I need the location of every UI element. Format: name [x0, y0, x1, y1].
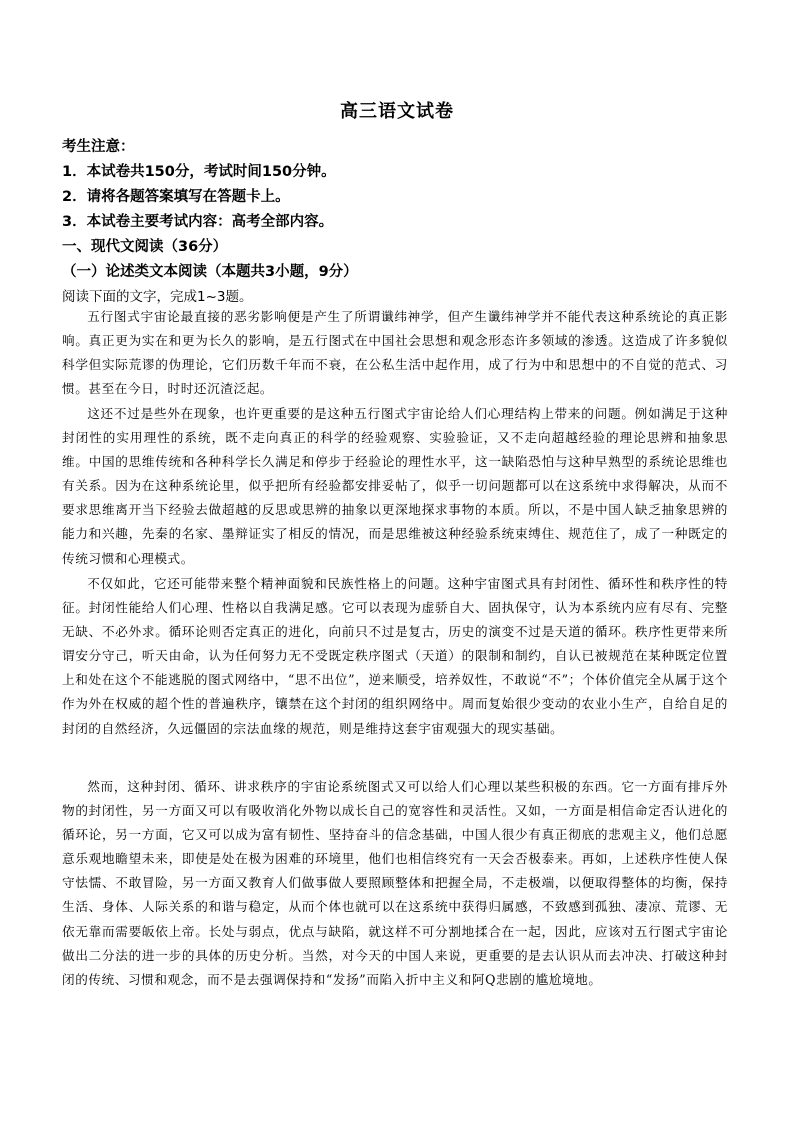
section-heading: 一、现代文阅读（36分） — [62, 239, 228, 255]
notice-heading: 考生注意： — [62, 139, 135, 155]
passage-paragraph-1: 五行图式宇宙论最直接的恶劣影响便是产生了所谓谶纬神学，但产生谶纬神学并不能代表这种系统论的真正影响。真正更为实在和更为长久的影响，是五行图式在中国社会思想和观念形态许多领域的渗透。这造成了许多貌似科学但实际荒谬的伪理论，它们历数千年而不衰，在公私生活中起作用，成了行为中和思想中的不自觉的范式、习惯。甚至在今日，时时还沉渣泛起。 — [62, 309, 728, 397]
passage-paragraph-3: 不仅如此，它还可能带来整个精神面貌和民族性格上的问题。这种宇宙图式具有封闭性、循环性和秩序性的特征。封闭性能给人们心理、性格以自我满足感。它可以表现为虚骄自大、固执保守，认为本系统内应有尽有、完整无缺、不必外求。循环论则否定真正的进化，向前只不过是复古，历史的演变不过是天道的循环。秩序性更带来所谓安分守己，听天由命，认为任何努力无不受既定秩序图式（天道）的限制和制约，自认已被规范在某种既定位置上和处在这个不能逃脱的图式网络中，“思不出位”，逆来顺受，培养奴性，不敢说“不”；个体价值完全从属于这个作为外在权威的超个性的普遍秩序，镶禁在这个封闭的组织网络中。周而复始很少变动的农业小生产，自给自足的封闭的自然经济，久远僵固的宗法血缘的规范，则是维持这套宇宙观强大的现实基础。 — [62, 576, 728, 736]
notice-item-3: 3．本试卷主要考试内容：高考全部内容。 — [62, 214, 334, 230]
reading-instruction: 阅读下面的文字，完成1~3题。 — [62, 289, 253, 305]
notice-item-2: 2．请将各题答案填写在答题卡上。 — [62, 189, 290, 205]
passage-paragraph-2: 这还不过是些外在现象，也许更重要的是这种五行图式宇宙论给人们心理结构上带来的问题。例如满足于这种封闭性的实用理性的系统，既不走向真正的科学的经验观察、实验验证，又不走向超越经验的理论思辨和抽象思维。中国的思维传统和各种科学长久满足和停步于经验论的理性水平，这一缺陷恐怕与这种早熟型的系统论思维也有关系。因为在这种系统论里，似乎把所有经验都安排妥帖了，似乎一切问题都可以在这系统中求得解决，从而不要求思维离开当下经验去做超越的反思或思辨的抽象以更深地探求事物的本质。所以，不是中国人缺乏抽象思辨的能力和兴趣，先秦的名家、墨辩证实了相反的情况，而是思维被这种经验系统束缚住、规范住了，成了一种既定的传统习惯和心理模式。 — [62, 406, 728, 566]
notice-item-1: 1．本试卷共150分，考试时间150分钟。 — [62, 164, 336, 180]
passage-paragraph-4: 然而，这种封闭、循环、讲求秩序的宇宙论系统图式又可以给人们心理以某些积极的东西。它一方面有排斥外物的封闭性，另一方面又可以有吸收消化外物以成长自己的宽容性和灵活性。又如，一方面是相信命定否认进化的循环论，另一方面，它又可以成为富有韧性、坚持奋斗的信念基础，中国人很少有真正彻底的悲观主义，他们总愿意乐观地瞻望未来，即使是处在极为困难的环境里，他们也相信终究有一天会否极泰来。再如，上述秩序性使人保守怯懦、不敢冒险，另一方面又教育人们做事做人要照顾整体和把握全局，不走极端，以便取得整体的均衡，保持生活、身体、人际关系的和谐与稳定，从而个体也就可以在这系统中获得归属感，不致感到孤独、凄凉、荒谬、无依无靠而需要皈依上帝。长处与弱点，优点与缺陷，就这样不可分割地揉合在一起，因此，应该对五行图式宇宙论做出二分法的进一步的具体的历史分析。当然，对今天的中国人来说，更重要的是去认识从而去冲决、打破这种封闭的传统、习惯和观念，而不是去强调保持和“发扬”而陷入折中主义和阿Q悲剧的尴尬境地。 — [62, 779, 728, 987]
page-title: 高三语文试卷 — [340, 101, 454, 122]
subsection-heading: （一）论述类文本阅读（本题共3小题，9分） — [62, 264, 358, 280]
